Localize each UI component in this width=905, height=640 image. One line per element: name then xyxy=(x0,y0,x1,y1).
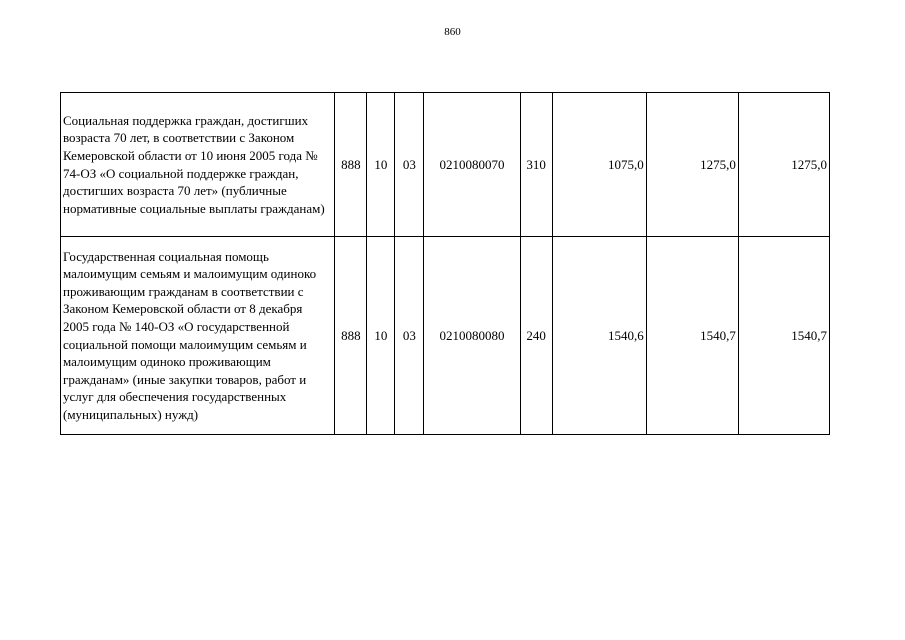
grbs-code: 888 xyxy=(335,237,367,435)
amount-year-1: 1075,0 xyxy=(552,93,646,237)
expense-type-code: 310 xyxy=(520,93,552,237)
amount-year-1: 1540,6 xyxy=(552,237,646,435)
budget-table xyxy=(60,92,830,435)
table-row xyxy=(61,237,830,435)
section-code: 10 xyxy=(367,93,395,237)
section-code: 10 xyxy=(367,237,395,435)
expense-type-code: 240 xyxy=(520,237,552,435)
amount-year-2: 1275,0 xyxy=(646,93,738,237)
subsection-code: 03 xyxy=(395,237,424,435)
grbs-code: 888 xyxy=(335,93,367,237)
target-article-code: 0210080070 xyxy=(424,93,520,237)
row-description: Социальная поддержка граждан, достигших возраста 70 лет, в соответствии с Законом Кемеровской области от 10 июня 2005 года № 74-ОЗ «О социальной поддержке граждан, достигших возраста 70 лет» (публичные нормативные социальные выплаты гражданам) xyxy=(61,93,335,237)
table-row xyxy=(61,93,830,237)
amount-year-3: 1540,7 xyxy=(738,237,829,435)
page-number: 860 xyxy=(444,26,461,38)
target-article-code: 0210080080 xyxy=(424,237,520,435)
subsection-code: 03 xyxy=(395,93,424,237)
amount-year-2: 1540,7 xyxy=(646,237,738,435)
amount-year-3: 1275,0 xyxy=(738,93,829,237)
row-description: Государственная социальная помощь малоимущим семьям и малоимущим одиноко проживающим гражданам в соответствии с Законом Кемеровской области от 8 декабря 2005 года № 140-ОЗ «О государственной социальной помощи малоимущим семьям и малоимущим одиноко проживающим гражданам» (иные закупки товаров, работ и услуг для обеспечения государственных (муниципальных) нужд) xyxy=(61,237,335,435)
